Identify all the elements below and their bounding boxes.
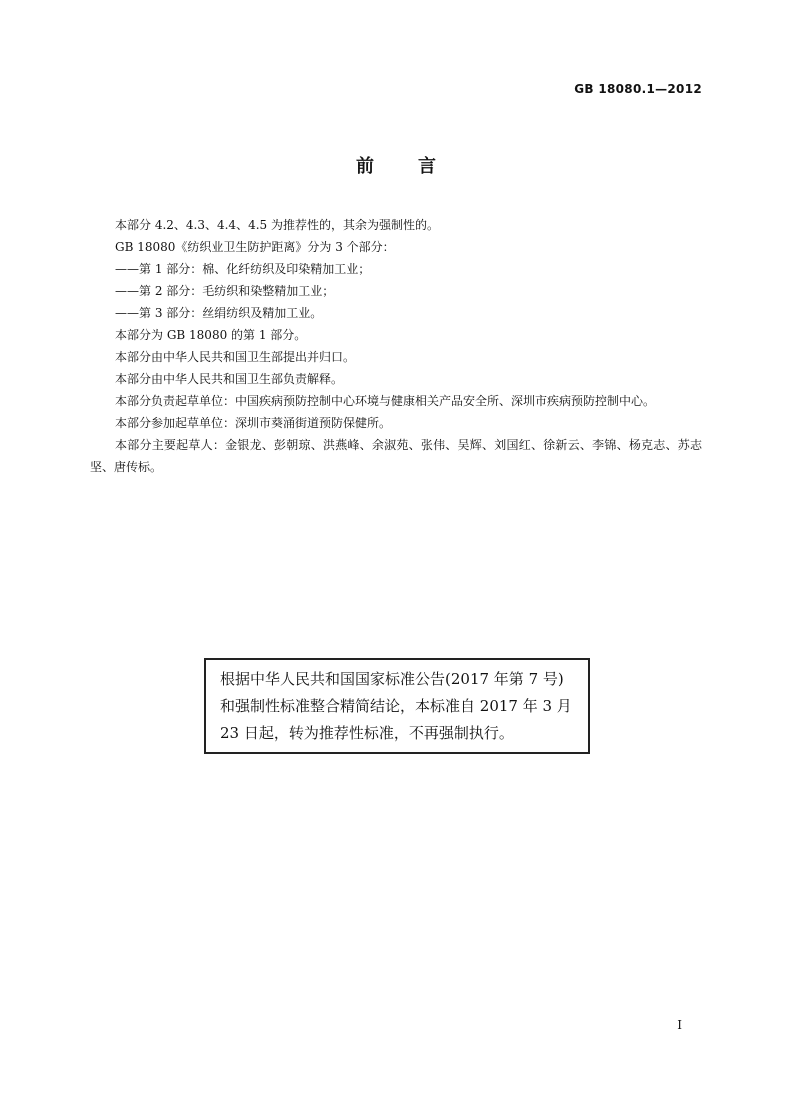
foreword-paragraph: 本部分 4.2、4.3、4.4、4.5 为推荐性的，其余为强制性的。 xyxy=(115,218,439,232)
foreword-list-item: ——第 3 部分：丝绢纺织及精加工业。 xyxy=(115,306,323,320)
conversion-notice-text: 根据中华人民共和国国家标准公告(2017 年第 7 号)和强制性标准整合精简结论，本标准自 2017 年 3 月 23 日起，转为推荐性标准，不再强制执行。 xyxy=(220,670,572,742)
foreword-paragraph: 本部分由中华人民共和国卫生部负责解释。 xyxy=(115,372,344,386)
conversion-notice-box xyxy=(204,658,590,754)
foreword-list-item: ——第 1 部分：棉、化纤纺织及印染精加工业； xyxy=(115,262,371,276)
foreword-paragraph: 本部分负责起草单位：中国疾病预防控制中心环境与健康相关产品安全所、深圳市疾病预防控制中心。 xyxy=(115,394,656,408)
page-title: 前言 xyxy=(356,156,480,177)
foreword-paragraph: 本部分主要起草人：金银龙、彭朝琼、洪燕峰、余淑苑、张伟、吴辉、刘国红、徐新云、李锦、杨克志、苏志坚、唐传标。 xyxy=(90,438,702,474)
standard-code: GB 18080.1—2012 xyxy=(574,82,702,96)
foreword-body xyxy=(90,214,702,478)
foreword-paragraph: 本部分参加起草单位：深圳市葵涌街道预防保健所。 xyxy=(115,416,392,430)
foreword-list-item: ——第 2 部分：毛纺织和染整精加工业； xyxy=(115,284,335,298)
foreword-paragraph: 本部分由中华人民共和国卫生部提出并归口。 xyxy=(115,350,356,364)
foreword-paragraph: GB 18080《纺织业卫生防护距离》分为 3 个部分： xyxy=(115,240,395,254)
page-number: I xyxy=(677,1018,682,1032)
foreword-paragraph: 本部分为 GB 18080 的第 1 部分。 xyxy=(115,328,307,342)
